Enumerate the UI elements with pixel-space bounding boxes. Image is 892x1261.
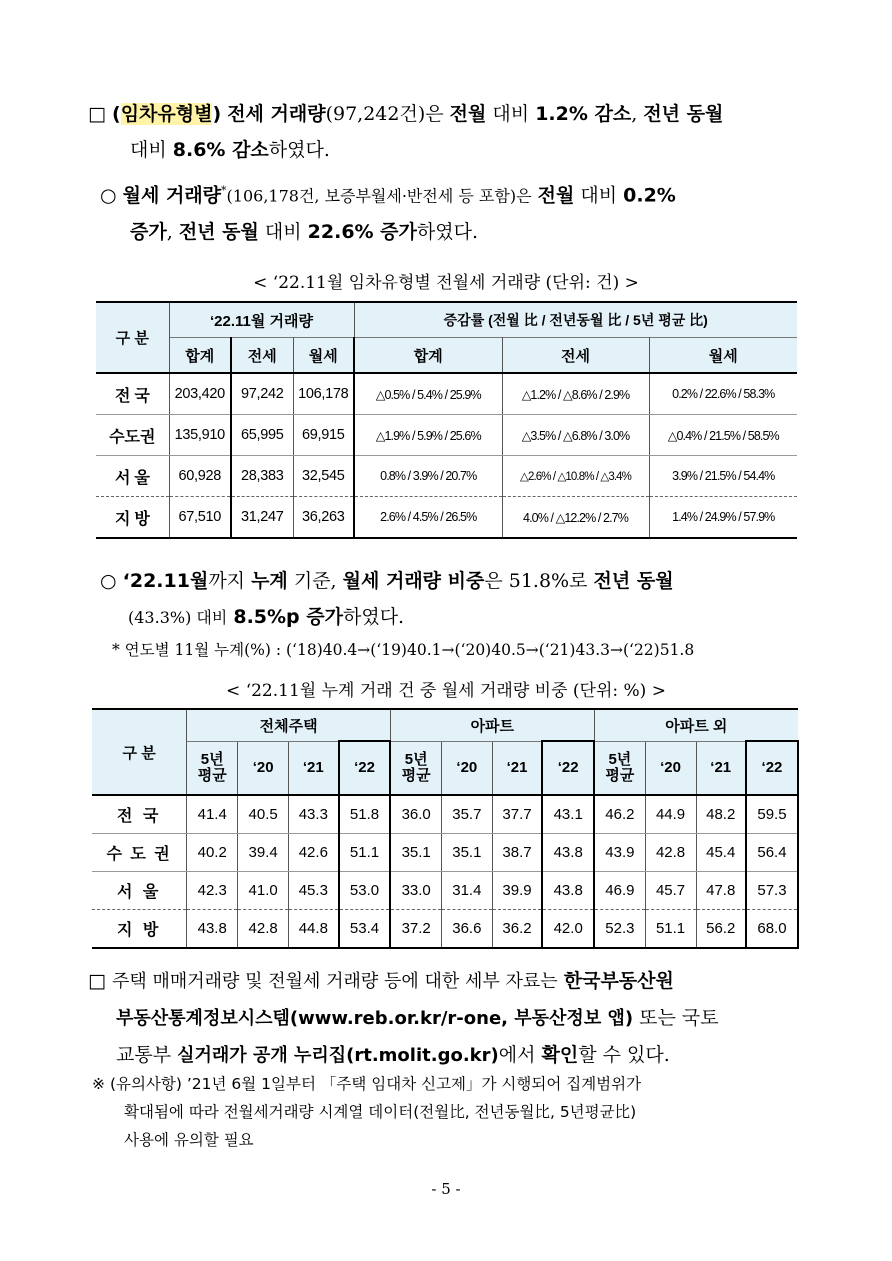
text: 확대됨에 따라 전월세거래량 시계열 데이터(전월比, 전년동월比, 5년평균比) <box>124 1103 637 1121</box>
text: 8.5%p 증가 <box>233 606 343 628</box>
table-cell: 45.7 <box>645 872 696 910</box>
table-cell: △1.2% / △8.6% / 2.9% <box>502 373 649 415</box>
table-cell: 0.8% / 3.9% / 20.7% <box>354 456 502 497</box>
table-cell: 97,242 <box>231 373 293 415</box>
text: 하였다. <box>342 606 405 628</box>
text: 대비 <box>264 221 302 244</box>
text: 누계 <box>251 570 288 592</box>
text: 전년 동월 <box>643 103 724 125</box>
text: 8.6% 감소 <box>172 139 269 161</box>
header-rate: 증감률 (전월 比 / 전년동월 比 / 5년 평균 比) <box>354 302 797 338</box>
table-cell: 57.3 <box>746 872 798 910</box>
highlighted-term: 임차유형별 <box>120 103 213 125</box>
table-cell: 32,545 <box>293 456 354 497</box>
table-cell: 44.8 <box>289 910 339 949</box>
table-cell: 43.3 <box>289 795 339 834</box>
header-gubun: 구 분 <box>92 709 187 795</box>
text: (43.3%) 대비 <box>128 608 228 627</box>
header-2020: ‘20 <box>645 741 696 795</box>
header-rate-jeonse: 전세 <box>502 338 649 374</box>
paragraph-jeonse <box>88 96 808 168</box>
text: (106,178건, 보증부월세·반전세 등 포함)은 <box>226 186 532 206</box>
table-cell: 40.2 <box>187 834 238 872</box>
text: 전년 동월 <box>593 570 674 592</box>
header-2020: ‘20 <box>238 741 289 795</box>
header-2022: ‘22 <box>542 741 594 795</box>
text: 확인 <box>541 1044 579 1066</box>
table-cell: 35.1 <box>441 834 492 872</box>
table-cell: 60,928 <box>169 456 231 497</box>
page-number: - 5 - <box>431 1180 461 1198</box>
text: 사용에 유의할 필요 <box>124 1131 254 1149</box>
text: 대비 <box>492 103 530 125</box>
text: 또는 국토 <box>639 1007 719 1029</box>
header-2021: ‘21 <box>696 741 746 795</box>
table-cell: 39.4 <box>238 834 289 872</box>
text: ‘22.11월 <box>122 570 209 592</box>
text: 0.2% <box>623 184 676 207</box>
text: , <box>166 221 173 244</box>
text: 기준, <box>293 570 337 592</box>
text: 에서 <box>498 1044 536 1066</box>
table-cell: 40.5 <box>238 795 289 834</box>
table-cell: 106,178 <box>293 373 354 415</box>
header-rate-wolse: 월세 <box>649 338 797 374</box>
table2-caption: < ‘22.11월 누계 거래 건 중 월세 거래량 비중 (단위: %) > <box>226 681 666 701</box>
header-2020: ‘20 <box>441 741 492 795</box>
table-cell: 39.9 <box>492 872 542 910</box>
header-5yr-avg: 5년 평균 <box>390 741 441 795</box>
row-label: 수 도 권 <box>92 834 187 872</box>
text: 대비 <box>130 139 167 161</box>
square-bullet: □ <box>88 970 106 992</box>
table-cell: △0.5% / 5.4% / 25.9% <box>354 373 502 415</box>
text: 한국부동산원 <box>563 970 674 992</box>
table-cell: △2.6% / △10.8% / △3.4% <box>502 456 649 497</box>
table-cell: 28,383 <box>231 456 293 497</box>
header-volume: ‘22.11월 거래량 <box>169 302 354 338</box>
table-cell: 42.8 <box>645 834 696 872</box>
asterisk: * <box>221 184 227 197</box>
table-cell: △1.9% / 5.9% / 25.6% <box>354 415 502 456</box>
table-cell: 43.8 <box>542 872 594 910</box>
header-total: 합계 <box>169 338 231 374</box>
text: 1.2% 감소 <box>535 103 632 125</box>
table-cell: 1.4% / 24.9% / 57.9% <box>649 497 797 539</box>
table-cell: 41.0 <box>238 872 289 910</box>
table-cell: 69,915 <box>293 415 354 456</box>
text: 22.6% 증가 <box>307 221 417 244</box>
jeonse-volume-label: 전세 거래량 <box>227 103 326 125</box>
text: 월세 거래량 비중 <box>342 570 485 592</box>
header-rate-total: 합계 <box>354 338 502 374</box>
table-cell: 135,910 <box>169 415 231 456</box>
table-cell: 46.2 <box>594 795 645 834</box>
table-cell: 43.9 <box>594 834 645 872</box>
table-cell: 67,510 <box>169 497 231 539</box>
text: 부동산통계정보시스템(www.reb.or.kr/r-one, 부동산정보 앱) <box>116 1008 634 1029</box>
table-cell: 33.0 <box>390 872 441 910</box>
table-cell: 37.2 <box>390 910 441 949</box>
square-bullet: □ <box>88 103 106 125</box>
table-cell: 36.2 <box>492 910 542 949</box>
table-cell: 43.1 <box>542 795 594 834</box>
table-cell: 48.2 <box>696 795 746 834</box>
row-label: 수도권 <box>96 415 169 456</box>
table-cell: 59.5 <box>746 795 798 834</box>
table-cell: 65,995 <box>231 415 293 456</box>
table-cell: 37.7 <box>492 795 542 834</box>
text: 하였다. <box>416 221 479 244</box>
text: 증가 <box>130 221 167 244</box>
table-cell: 35.7 <box>441 795 492 834</box>
row-label: 서 울 <box>92 872 187 910</box>
table-cell: 51.1 <box>645 910 696 949</box>
table-cell: 42.0 <box>542 910 594 949</box>
table-cell: 35.1 <box>390 834 441 872</box>
text: 까지 <box>208 570 246 592</box>
paren-open: ( <box>112 103 121 125</box>
header-2021: ‘21 <box>492 741 542 795</box>
text: 할 수 있다. <box>578 1044 670 1066</box>
header-2022: ‘22 <box>746 741 798 795</box>
table-cell: 56.2 <box>696 910 746 949</box>
header-2021: ‘21 <box>289 741 339 795</box>
table-cell: 42.6 <box>289 834 339 872</box>
table-cell: 56.4 <box>746 834 798 872</box>
header-jeonse: 전세 <box>231 338 293 374</box>
row-label: 서 울 <box>96 456 169 497</box>
table-cell: 47.8 <box>696 872 746 910</box>
header-2022: ‘22 <box>339 741 391 795</box>
header-5yr-avg: 5년 평균 <box>594 741 645 795</box>
table-cell: 2.6% / 4.5% / 26.5% <box>354 497 502 539</box>
text: 대비 <box>580 184 618 207</box>
table-cell: 42.3 <box>187 872 238 910</box>
table-cell: 51.1 <box>339 834 391 872</box>
header-non-apartment: 아파트 외 <box>594 709 798 741</box>
circle-bullet: ○ <box>100 184 117 207</box>
header-gubun: 구 분 <box>96 302 169 373</box>
table-cell: 31,247 <box>231 497 293 539</box>
caution-note <box>92 1070 812 1154</box>
paragraph-wolse-share <box>100 563 810 636</box>
reference-mark: ※ <box>92 1075 105 1093</box>
text: 전년 동월 <box>178 221 259 244</box>
table-cell: 45.3 <box>289 872 339 910</box>
wolse-share-table <box>92 708 799 949</box>
text: 월세 거래량 <box>122 184 222 207</box>
table-cell: 36,263 <box>293 497 354 539</box>
table-cell: 3.9% / 21.5% / 54.4% <box>649 456 797 497</box>
table-cell: 51.8 <box>339 795 391 834</box>
text: 전월 <box>537 184 575 207</box>
text: (유의사항) ’21년 6월 1일부터 「주택 임대차 신고제」가 시행되어 집계범위가 <box>109 1075 642 1093</box>
circle-bullet: ○ <box>100 570 117 592</box>
table-cell: 43.8 <box>187 910 238 949</box>
table-cell: 4.0% / △12.2% / 2.7% <box>502 497 649 539</box>
table-cell: △3.5% / △6.8% / 3.0% <box>502 415 649 456</box>
text: , <box>631 103 638 125</box>
text: 교통부 <box>116 1044 172 1066</box>
table-cell: 52.3 <box>594 910 645 949</box>
jeonse-count: (97,242건)은 <box>325 103 444 125</box>
table-cell: 43.8 <box>542 834 594 872</box>
paragraph-wolse <box>100 173 810 250</box>
table-cell: 44.9 <box>645 795 696 834</box>
text: 하였다. <box>268 139 330 161</box>
table-cell: 53.4 <box>339 910 391 949</box>
row-label: 지 방 <box>96 497 169 539</box>
text: 은 51.8%로 <box>484 570 588 592</box>
table-cell: 36.6 <box>441 910 492 949</box>
row-label: 지 방 <box>92 910 187 949</box>
header-all-housing: 전체주택 <box>187 709 391 741</box>
header-5yr-avg: 5년 평균 <box>187 741 238 795</box>
paren-close: ) <box>212 103 222 125</box>
table-cell: 36.0 <box>390 795 441 834</box>
table-cell: 46.9 <box>594 872 645 910</box>
header-apartment: 아파트 <box>390 709 594 741</box>
cumulative-note: * 연도별 11월 누계(%) : (‘18)40.4→(‘19)40.1→(‘20)40.5→(‘21)43.3→(‘22)51.8 <box>112 641 695 659</box>
text: 실거래가 공개 누리집(rt.molit.go.kr) <box>177 1045 499 1066</box>
table-cell: 38.7 <box>492 834 542 872</box>
table-cell: 0.2% / 22.6% / 58.3% <box>649 373 797 415</box>
table-cell: 203,420 <box>169 373 231 415</box>
rental-volume-table <box>96 301 797 539</box>
table-cell: 42.8 <box>238 910 289 949</box>
table-cell: 41.4 <box>187 795 238 834</box>
table1-caption: < ‘22.11월 임차유형별 전월세 거래량 (단위: 건) > <box>253 273 639 293</box>
table-cell: 31.4 <box>441 872 492 910</box>
table-cell: △0.4% / 21.5% / 58.5% <box>649 415 797 456</box>
table-cell: 68.0 <box>746 910 798 949</box>
text: 전월 <box>449 103 487 125</box>
table-cell: 53.0 <box>339 872 391 910</box>
text: 주택 매매거래량 및 전월세 거래량 등에 대한 세부 자료는 <box>112 971 558 992</box>
row-label: 전 국 <box>96 373 169 415</box>
row-label: 전 국 <box>92 795 187 834</box>
table-cell: 45.4 <box>696 834 746 872</box>
header-wolse: 월세 <box>293 338 354 374</box>
paragraph-data-source <box>88 963 810 1074</box>
